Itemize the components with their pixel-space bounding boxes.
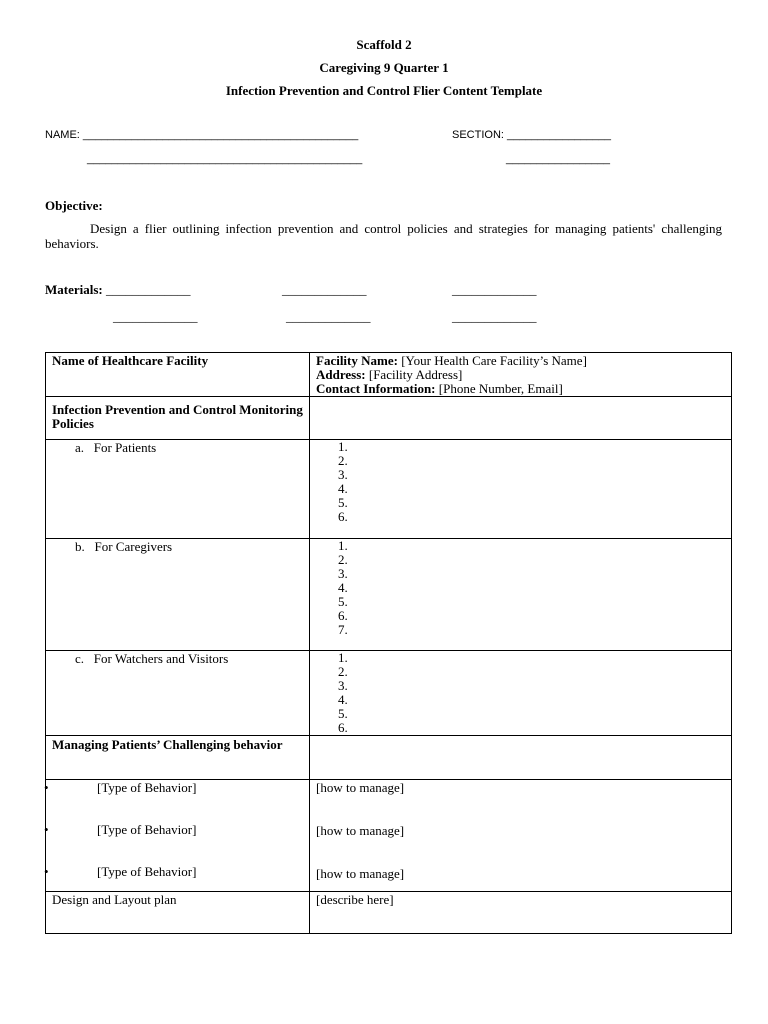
table-row-facility [46, 353, 732, 397]
contact-value[interactable]: [Phone Number, Email] [438, 381, 563, 396]
list-item[interactable]: 1. [338, 650, 348, 665]
list-item[interactable]: 1. [338, 439, 348, 454]
behavior-type[interactable]: [Type of Behavior] [97, 822, 197, 837]
name-field[interactable] [45, 129, 358, 141]
ipc-cell[interactable] [310, 397, 732, 440]
materials-blank[interactable]: _____________ [106, 282, 191, 297]
materials-label: Materials: [45, 282, 103, 297]
doc-subtitle: Caregiving 9 Quarter 1 [319, 60, 449, 75]
objective-label: Objective: [45, 198, 103, 213]
list-item[interactable]: 5. [338, 495, 348, 510]
section-blank[interactable]: _________________ [507, 129, 612, 141]
facility-name-label: Facility Name: [316, 353, 398, 368]
list-item[interactable]: 7. [338, 622, 348, 637]
behavior-item[interactable] [46, 865, 309, 879]
behavior-type[interactable]: [Type of Behavior] [97, 780, 197, 795]
objective-text: Design a flier outlining infection prevention and control policies and strategies for managing patients' challenging behaviors. [45, 221, 722, 251]
materials-blank[interactable]: _____________ [452, 282, 537, 297]
list-item[interactable]: 6. [338, 720, 348, 735]
table-row-challenging-behavior [46, 736, 732, 780]
list-item[interactable]: 3. [338, 467, 348, 482]
facility-name-value[interactable]: [Your Health Care Facility’s Name] [401, 353, 587, 368]
list-item[interactable]: 6. [338, 608, 348, 623]
mpcb-label: Managing Patients’ Challenging behavior [52, 737, 283, 752]
patients-label: a. For Patients [75, 440, 157, 455]
facility-info[interactable] [310, 353, 731, 396]
section-label: SECTION: [452, 129, 504, 141]
list-item[interactable]: 3. [338, 566, 348, 581]
name-blank-line2[interactable]: _____________________________________________ [87, 153, 363, 165]
contact-label: Contact Information: [316, 381, 436, 396]
watchers-list[interactable] [310, 651, 731, 735]
facility-label: Name of Healthcare Facility [52, 353, 209, 368]
table-row-patients [46, 440, 732, 539]
list-item[interactable]: 2. [338, 664, 348, 679]
doc-heading: Infection Prevention and Control Flier Content Template [225, 83, 543, 98]
table-row-behaviors [46, 780, 732, 892]
materials-blank[interactable]: _____________ [282, 282, 367, 297]
materials-blank[interactable]: _____________ [286, 309, 371, 324]
list-item[interactable]: 6. [338, 509, 348, 524]
design-label: Design and Layout plan [52, 892, 177, 907]
caregivers-list[interactable] [310, 539, 731, 637]
materials-blank[interactable]: _____________ [113, 309, 198, 324]
patients-list[interactable] [310, 440, 731, 524]
name-blank[interactable]: _____________________________________________ [82, 129, 359, 141]
list-item[interactable]: 4. [338, 580, 348, 595]
list-item[interactable]: 2. [338, 453, 348, 468]
bullet-icon: • [44, 864, 49, 879]
behavior-item[interactable] [46, 823, 309, 837]
behavior-manage[interactable]: [how to manage] [316, 866, 405, 881]
address-label: Address: [316, 367, 366, 382]
table-row-design [46, 892, 732, 934]
section-field[interactable] [452, 129, 611, 141]
list-item[interactable]: 3. [338, 678, 348, 693]
behavior-type[interactable]: [Type of Behavior] [97, 864, 197, 879]
table-row-caregivers [46, 539, 732, 651]
materials-blank[interactable]: _____________ [452, 309, 537, 324]
flier-content-table [45, 352, 732, 934]
list-item[interactable]: 5. [338, 706, 348, 721]
design-value[interactable]: [describe here] [316, 892, 394, 907]
table-row-watchers [46, 651, 732, 736]
behavior-manage[interactable]: [how to manage] [316, 780, 405, 795]
section-blank-line2[interactable]: _________________ [506, 153, 611, 165]
mpcb-cell[interactable] [310, 736, 732, 780]
materials-row-1 [45, 282, 191, 298]
list-item[interactable]: 2. [338, 552, 348, 567]
list-item[interactable]: 4. [338, 481, 348, 496]
bullet-icon: • [44, 780, 49, 795]
name-label: NAME: [45, 129, 80, 141]
address-value[interactable]: [Facility Address] [368, 367, 463, 382]
list-item[interactable]: 5. [338, 594, 348, 609]
bullet-icon: • [44, 822, 49, 837]
table-row-ipc [46, 397, 732, 440]
watchers-label: c. For Watchers and Visitors [75, 651, 229, 666]
caregivers-label: b. For Caregivers [75, 539, 173, 554]
behavior-manage[interactable]: [how to manage] [316, 823, 405, 838]
behavior-item[interactable] [46, 781, 309, 795]
list-item[interactable]: 1. [338, 538, 348, 553]
ipc-label: Infection Prevention and Control Monitoring Policies [52, 402, 303, 431]
list-item[interactable]: 4. [338, 692, 348, 707]
doc-title: Scaffold 2 [356, 37, 412, 52]
